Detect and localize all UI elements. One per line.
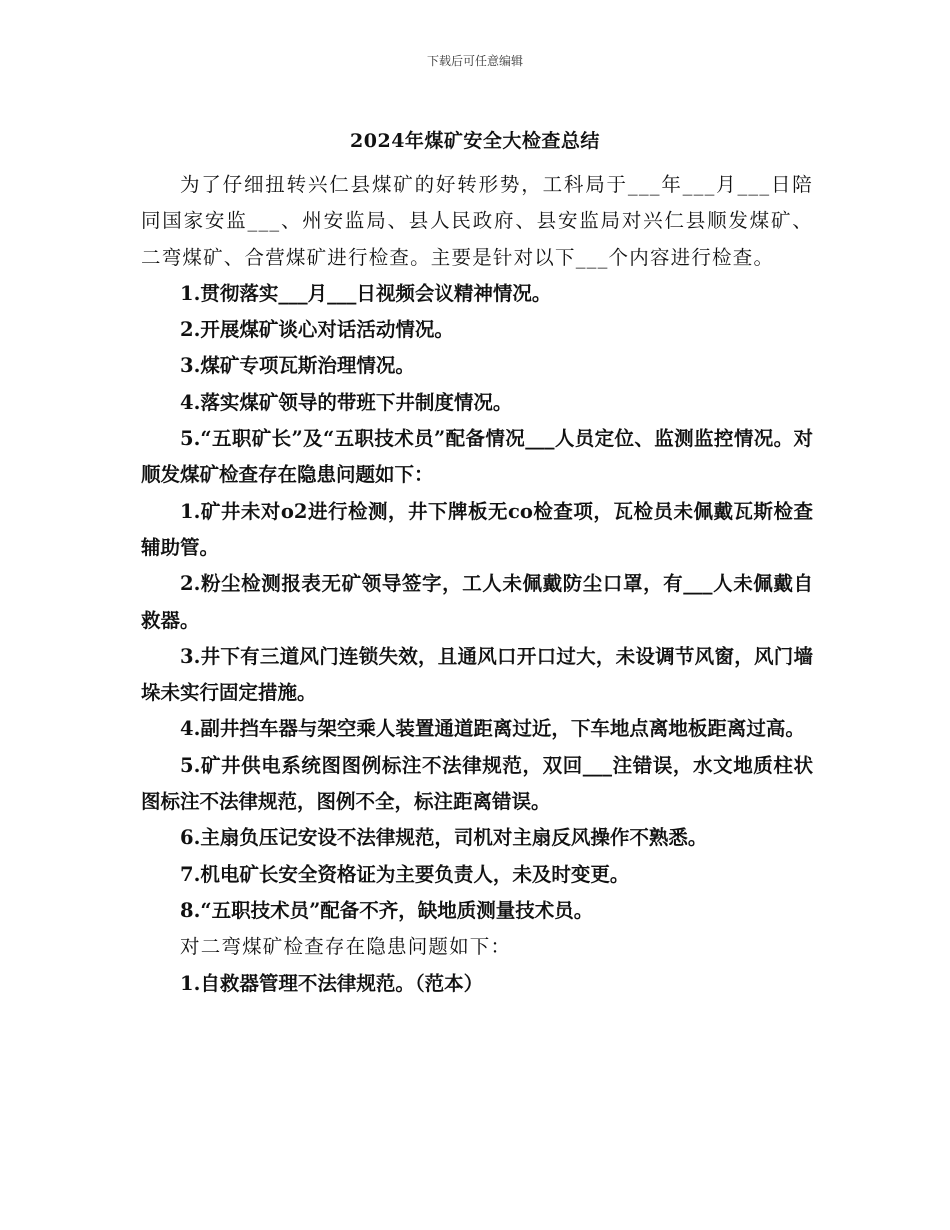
document-body [141,167,813,1002]
paragraph-item: 2.开展煤矿谈心对话活动情况。 [180,318,454,342]
paragraph-item: 5.“五职矿长”及“五职技术员”配备情况___人员定位、监测监控情况。对顺发煤矿检查存在隐患问题如下： [141,427,813,487]
paragraph-section-heading: 对二弯煤矿检查存在隐患问题如下： [180,935,512,959]
header-note: 下载后可任意编辑 [426,54,523,68]
paragraph-item: 5.矿井供电系统图图例标注不法律规范，双回___注错误，水文地质柱状图标注不法律规范，图例不全，标注距离错误。 [141,753,813,814]
paragraph-item: 6.主扇负压记安设不法律规范，司机对主扇反风操作不熟悉。 [180,826,708,850]
paragraph-item: 8.“五职技术员”配备不齐，缺地质测量技术员。 [180,898,594,922]
paragraph-item: 3.井下有三道风门连锁失效，且通风口开口过大，未设调节风窗，风门墙垛未实行固定措施。 [141,644,813,705]
paragraph-intro: 为了仔细扭转兴仁县煤矿的好转形势，工科局于___年___月___日陪同国家安监___、州安监局、县人民政府、县安监局对兴仁县顺发煤矿、二弯煤矿、合营煤矿进行检查。主要是针对以下___个内容进行检查。 [141,173,813,269]
paragraph-item: 3.煤矿专项瓦斯治理情况。 [180,354,415,378]
paragraph-item: 4.落实煤矿领导的带班下井制度情况。 [180,390,513,414]
paragraph-item: 1.矿井未对o2进行检测，井下牌板无co检查项，瓦检员未佩戴瓦斯检查辅助管。 [141,499,813,559]
document-title: 2024年煤矿安全大检查总结 [350,130,600,152]
paragraph-item: 1.贯彻落实___月___日视频会议精神情况。 [180,281,552,305]
paragraph-item: 4.副井挡车器与架空乘人装置通道距离过近，下车地点离地板距离过高。 [180,717,805,741]
paragraph-item: 2.粉尘检测报表无矿领导签字，工人未佩戴防尘口罩，有___人未佩戴自救器。 [141,572,813,632]
paragraph-item: 1.自救器管理不法律规范。（范本） [180,971,484,995]
paragraph-item: 7.机电矿长安全资格证为主要负责人，未及时变更。 [180,862,630,886]
